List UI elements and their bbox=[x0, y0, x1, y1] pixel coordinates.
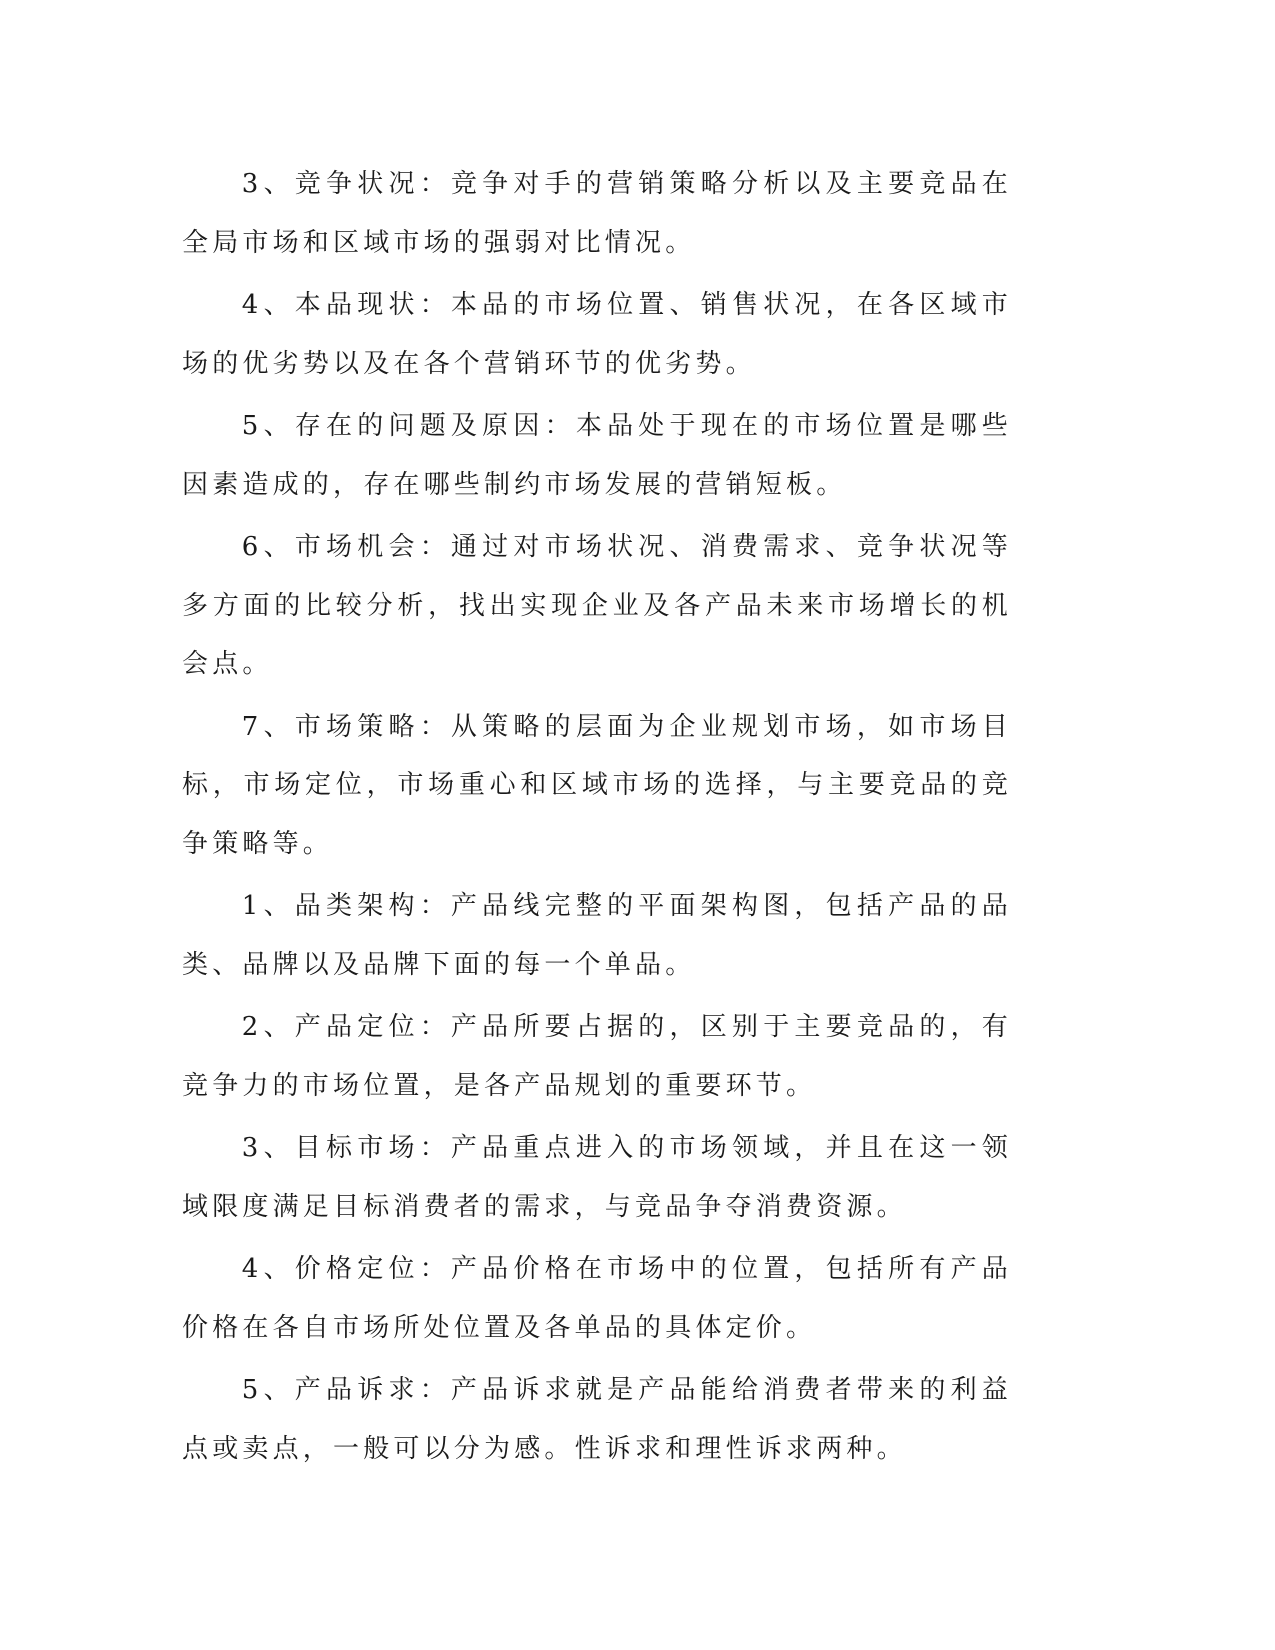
paragraph-price-positioning: 4、价格定位：产品价格在市场中的位置，包括所有产品价格在各自市场所处位置及各单品的具体定价。 bbox=[182, 1254, 1012, 1343]
document-body bbox=[182, 155, 1012, 1482]
paragraph-competition-status: 3、竞争状况：竞争对手的营销策略分析以及主要竞品在全局市场和区域市场的强弱对比情况。 bbox=[182, 169, 1012, 258]
paragraph-market-opportunity: 6、市场机会：通过对市场状况、消费需求、竞争状况等多方面的比较分析，找出实现企业及各产品未来市场增长的机会点。 bbox=[182, 532, 1012, 679]
paragraph-product-positioning: 2、产品定位：产品所要占据的，区别于主要竞品的，有竞争力的市场位置，是各产品规划的重要环节。 bbox=[182, 1012, 1012, 1101]
paragraph-market-strategy: 7、市场策略：从策略的层面为企业规划市场，如市场目标，市场定位，市场重心和区域市场的选择，与主要竞品的竞争策略等。 bbox=[182, 711, 1012, 859]
paragraph-problems-causes: 5、存在的问题及原因：本品处于现在的市场位置是哪些因素造成的，存在哪些制约市场发展的营销短板。 bbox=[182, 411, 1012, 500]
paragraph-product-appeal: 5、产品诉求：产品诉求就是产品能给消费者带来的利益点或卖点，一般可以分为感。性诉求和理性诉求两种。 bbox=[182, 1375, 1012, 1464]
paragraph-product-status: 4、本品现状：本品的市场位置、销售状况，在各区域市场的优劣势以及在各个营销环节的优劣势。 bbox=[182, 290, 1012, 379]
paragraph-category-structure: 1、品类架构：产品线完整的平面架构图，包括产品的品类、品牌以及品牌下面的每一个单品。 bbox=[182, 891, 1012, 980]
paragraph-target-market: 3、目标市场：产品重点进入的市场领域，并且在这一领域限度满足目标消费者的需求，与竞品争夺消费资源。 bbox=[182, 1133, 1012, 1222]
